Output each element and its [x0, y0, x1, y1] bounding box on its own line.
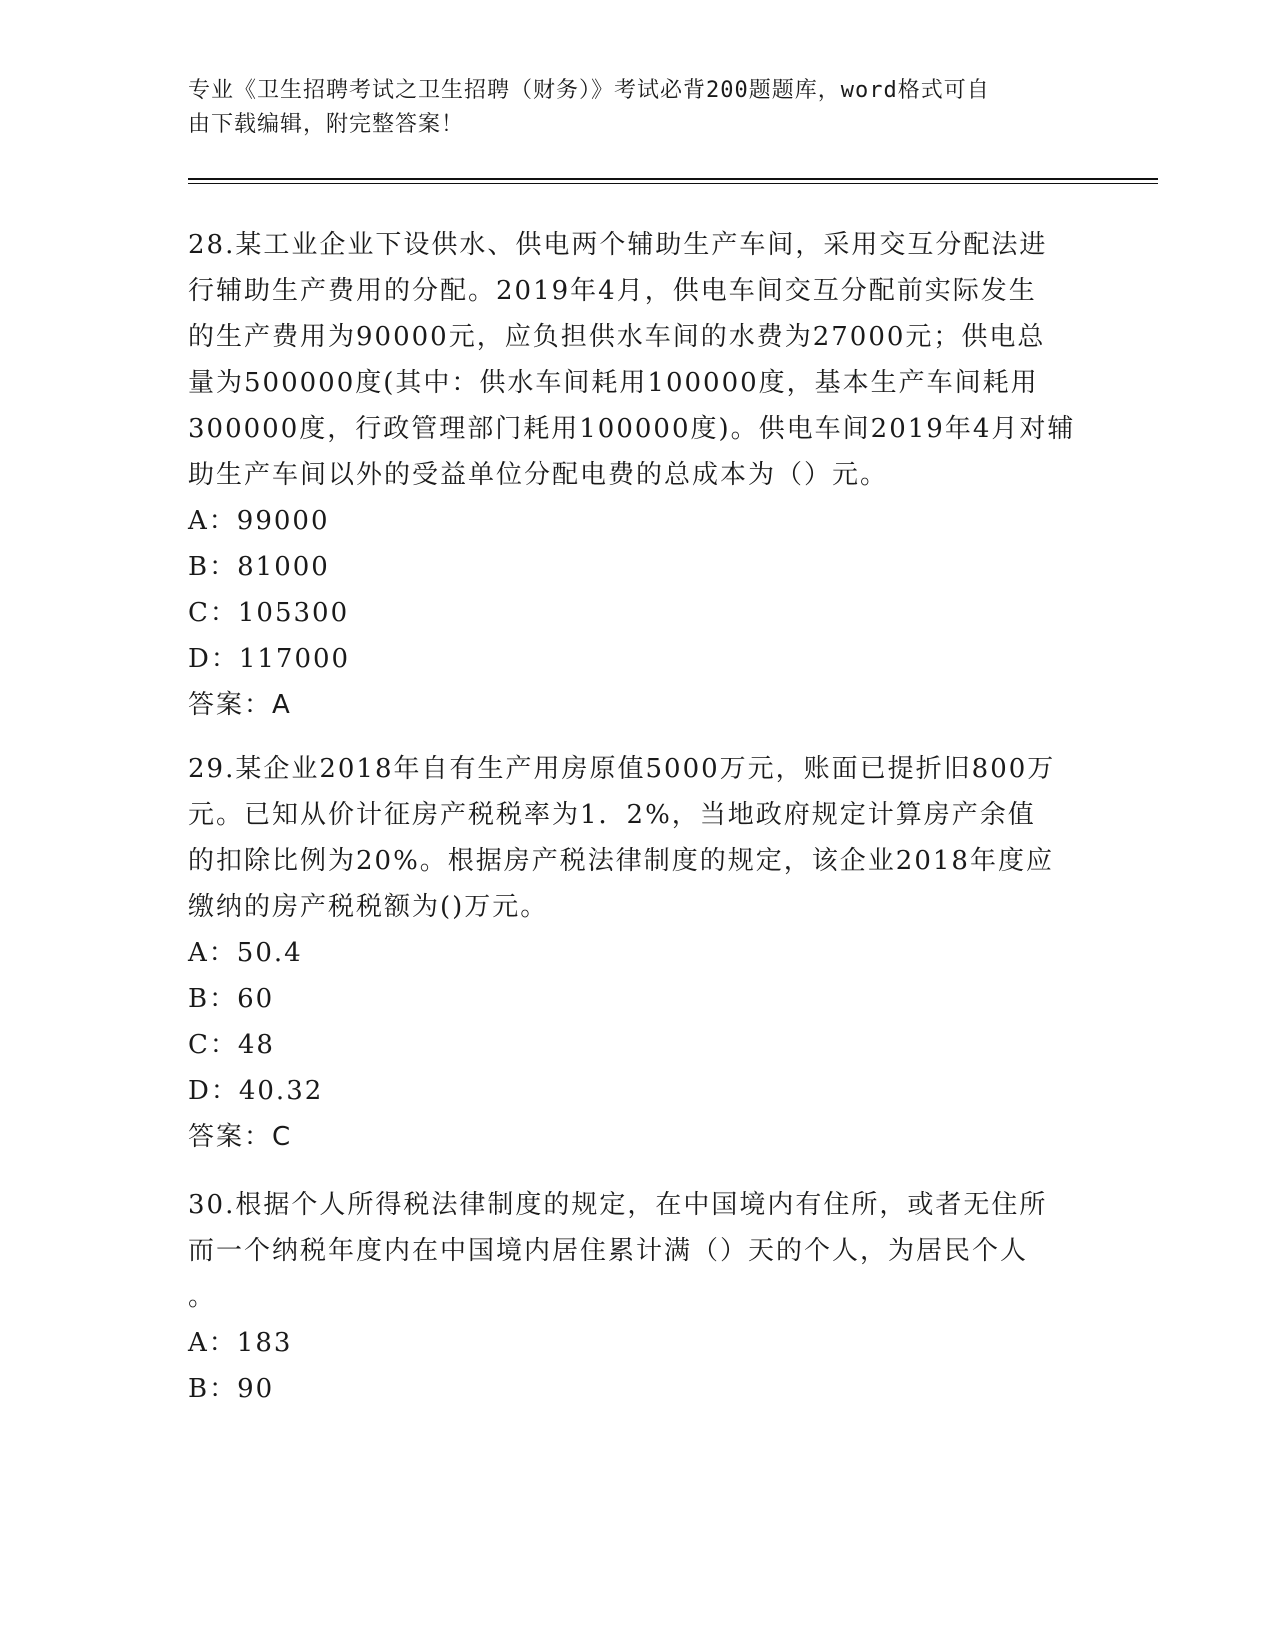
header-divider-thin — [188, 183, 1158, 184]
question-line: 助生产车间以外的受益单位分配电费的总成本为（）元。 — [188, 460, 889, 490]
option-c: C：105300 — [188, 598, 350, 628]
option-b: B：81000 — [188, 552, 330, 582]
question-line: 的扣除比例为20%。根据房产税法律制度的规定，该企业2018年度应 — [188, 846, 1054, 876]
question-line: 30.根据个人所得税法律制度的规定，在中国境内有住所，或者无住所 — [188, 1190, 1048, 1220]
question-line: 29.某企业2018年自有生产用房原值5000万元，账面已提折旧800万 — [188, 754, 1056, 784]
option-b: B：90 — [188, 1374, 275, 1404]
question-29 — [188, 746, 1088, 1160]
question-line: 300000度，行政管理部门耗用100000度)。供电车间2019年4月对辅 — [188, 414, 1076, 444]
question-line: 行辅助生产费用的分配。2019年4月，供电车间交互分配前实际发生 — [188, 276, 1037, 306]
header-line-2: 由下载编辑，附完整答案！ — [188, 112, 465, 137]
option-a: A：99000 — [188, 506, 330, 536]
option-b: B：60 — [188, 984, 275, 1014]
option-a: A：183 — [188, 1328, 293, 1358]
question-text — [188, 1182, 1088, 1320]
question-line: 缴纳的房产税税额为()万元。 — [188, 892, 549, 922]
question-text — [188, 746, 1088, 930]
question-line: 。 — [188, 1282, 217, 1312]
question-28 — [188, 222, 1088, 728]
question-30 — [188, 1182, 1088, 1412]
header-divider-thick — [188, 178, 1158, 180]
question-line: 量为500000度(其中：供水车间耗用100000度，基本生产车间耗用 — [188, 368, 1039, 398]
question-line: 28.某工业企业下设供水、供电两个辅助生产车间，采用交互分配法进 — [188, 230, 1048, 260]
header-line-1: 专业《卫生招聘考试之卫生招聘（财务）》考试必背200题题库，word格式可自 — [188, 78, 990, 103]
answer-line: 答案：A — [188, 690, 292, 720]
question-text — [188, 222, 1088, 498]
answer-line: 答案：C — [188, 1122, 293, 1152]
option-d: D：117000 — [188, 644, 351, 674]
option-a: A：50.4 — [188, 938, 303, 968]
question-line: 而一个纳税年度内在中国境内居住累计满（）天的个人，为居民个人 — [188, 1236, 1029, 1266]
question-line: 元。已知从价计征房产税税率为1．2%，当地政府规定计算房产余值 — [188, 800, 1036, 830]
document-header — [188, 74, 1068, 142]
option-d: D：40.32 — [188, 1076, 324, 1106]
option-c: C：48 — [188, 1030, 275, 1060]
question-line: 的生产费用为90000元，应负担供水车间的水费为27000元；供电总 — [188, 322, 1046, 352]
